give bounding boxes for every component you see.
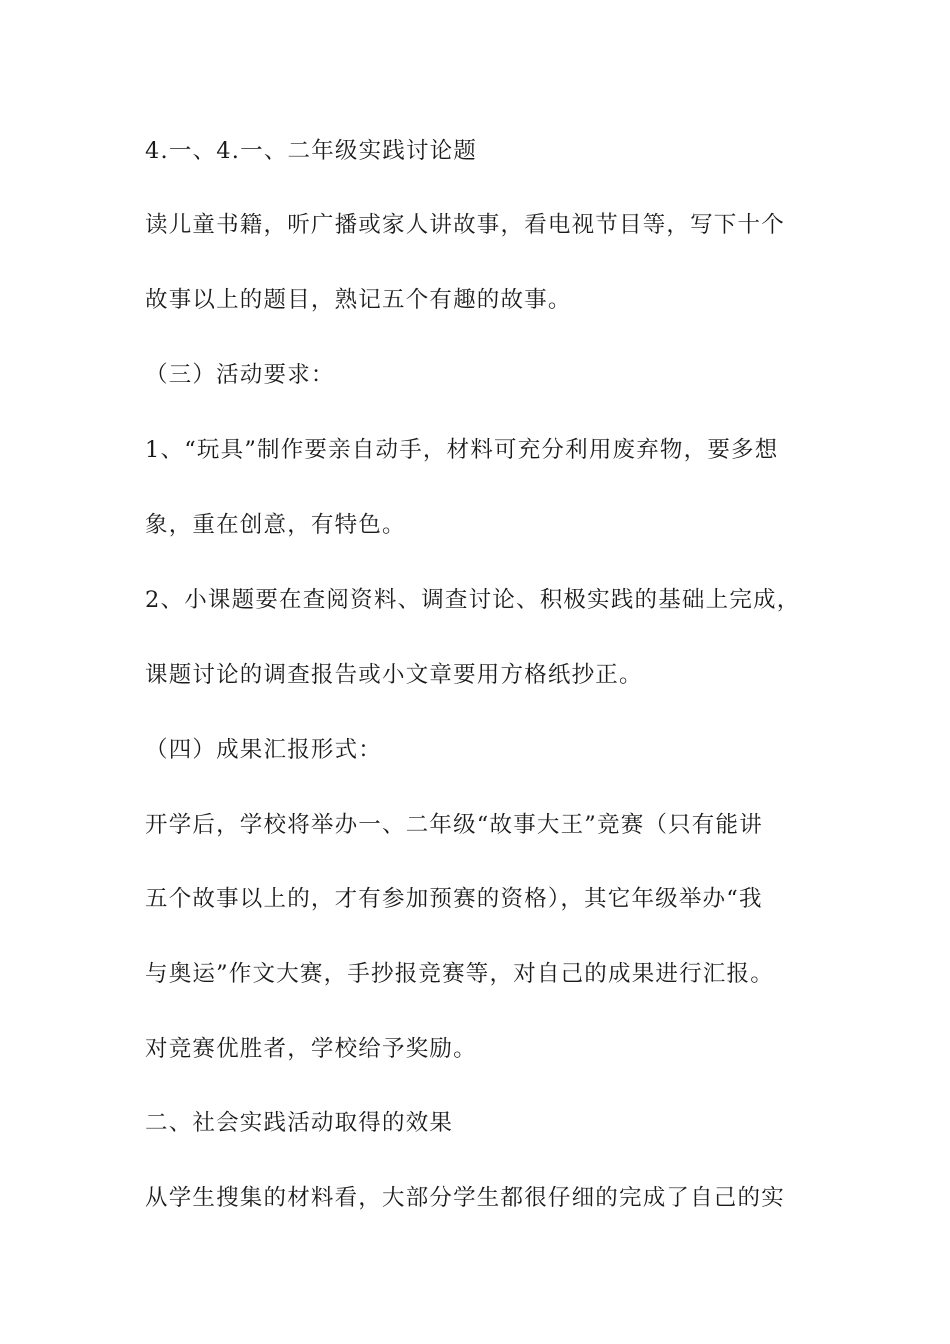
paragraph-line: 象，重在创意，有特色。	[145, 512, 406, 538]
paragraph-line: 1、“玩具”制作要亲自动手，材料可充分利用废弃物，要多想	[145, 437, 779, 463]
paragraph-line: 五个故事以上的，才有参加预赛的资格），其它年级举办“我	[145, 886, 763, 912]
paragraph-line: 故事以上的题目，熟记五个有趣的故事。	[145, 287, 572, 313]
paragraph-line: 开学后，学校将举办一、二年级“故事大王”竞赛（只有能讲	[145, 812, 763, 838]
heading-report-format: （四）成果汇报形式：	[145, 737, 383, 763]
paragraph-line: 从学生搜集的材料看，大部分学生都很仔细的完成了自己的实	[145, 1185, 785, 1211]
paragraph-line: 2、小课题要在查阅资料、调查讨论、积极实践的基础上完成，	[145, 587, 801, 613]
paragraph-line: 对竞赛优胜者，学校给予奖励。	[145, 1036, 477, 1062]
paragraph-line: 与奥运”作文大赛，手抄报竞赛等，对自己的成果进行汇报。	[145, 961, 774, 987]
heading-activity-requirements: （三）活动要求：	[145, 362, 335, 388]
paragraph-line: 课题讨论的调查报告或小文章要用方格纸抄正。	[145, 662, 643, 688]
paragraph-line: 读儿童书籍，听广播或家人讲故事，看电视节目等，写下十个	[145, 212, 785, 238]
heading-grade-discussion: 4.一、4.一、二年级实践讨论题	[145, 138, 478, 164]
heading-practice-results: 二、社会实践活动取得的效果	[145, 1110, 454, 1136]
